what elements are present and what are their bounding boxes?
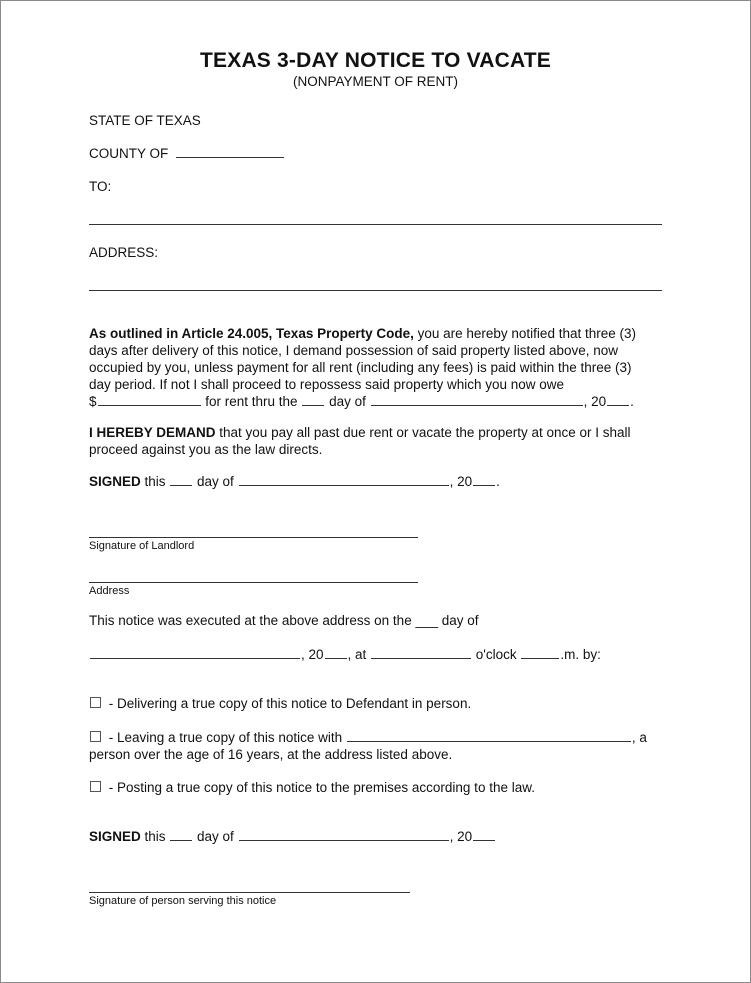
landlord-signature-line[interactable] (89, 537, 418, 538)
period: . (496, 474, 500, 489)
signed2-day-blank[interactable] (170, 828, 192, 841)
execution-month-blank[interactable] (90, 646, 300, 659)
demand-text: that you pay all past due rent or vacate the property at once or I shall (215, 425, 631, 440)
period: . (630, 394, 634, 409)
day-blank[interactable] (302, 393, 324, 406)
execution-time-blank[interactable] (371, 646, 471, 659)
county-blank[interactable] (176, 145, 284, 158)
landlord-signature-label: Signature of Landlord (89, 540, 195, 552)
year-prefix: , 20 (583, 394, 607, 409)
leave-text: - Leaving a true copy of this notice with (105, 730, 346, 745)
state-label: STATE OF TEXAS (89, 113, 201, 128)
year-prefix: , 20 (449, 474, 473, 489)
signed-label: SIGNED (89, 474, 141, 489)
this-text: this (140, 474, 170, 489)
signed-year-blank[interactable] (473, 473, 495, 486)
county-row (89, 145, 285, 162)
address-line[interactable] (89, 290, 662, 291)
day-of-text: day of (193, 474, 238, 489)
notice-text: you are hereby notified that three (3) (413, 326, 636, 341)
signed-row-2 (89, 828, 496, 845)
day-of-text: day of (325, 394, 370, 409)
dollar-sign: $ (89, 394, 97, 409)
signed2-year-blank[interactable] (473, 828, 495, 841)
amount-blank[interactable] (98, 393, 201, 406)
for-rent-text: for rent thru the (201, 394, 302, 409)
year-prefix: , 20 (449, 829, 473, 844)
deliver-text: - Delivering a true copy of this notice to Defendant in person. (105, 696, 472, 711)
demand-bold-lead: I HEREBY DEMAND (89, 425, 216, 440)
execution-line-1: This notice was executed at the above address on the ___ day of (89, 613, 479, 628)
deliver-checkbox[interactable] (90, 697, 101, 708)
execution-year-blank[interactable] (325, 646, 347, 659)
leave-checkbox[interactable] (90, 731, 101, 742)
demand-line-2: proceed against you as the law directs. (89, 442, 323, 457)
execution-ampm-blank[interactable] (521, 646, 559, 659)
server-signature-line[interactable] (89, 892, 410, 893)
option-leave-line-2: person over the age of 16 years, at the address listed above. (89, 747, 453, 762)
notice-line-1 (89, 325, 664, 342)
notice-line-4: day period. If not I shall proceed to repossess said property which you now owe (89, 377, 565, 392)
year-prefix: , 20 (301, 647, 324, 662)
address-label: ADDRESS: (89, 245, 159, 260)
demand-paragraph (89, 424, 664, 458)
landlord-address-label: Address (89, 585, 130, 597)
leave-with-blank[interactable] (347, 729, 631, 742)
notice-line-2: days after delivery of this notice, I demand possession of said property listed above, now (89, 343, 619, 358)
day-of-text: day of (193, 829, 238, 844)
this-text: this (140, 829, 170, 844)
execution-line-2 (89, 646, 601, 663)
leave-text-end: , a (631, 730, 647, 745)
to-line[interactable] (89, 224, 662, 225)
post-checkbox[interactable] (90, 781, 101, 792)
signed-day-blank[interactable] (170, 473, 192, 486)
notice-line-5 (89, 393, 664, 410)
option-deliver (90, 695, 471, 712)
month-blank[interactable] (371, 393, 583, 406)
notice-bold-lead: As outlined in Article 24.005, Texas Property Code, (89, 326, 414, 341)
to-label: TO: (89, 179, 112, 194)
option-leave (90, 729, 647, 746)
county-label: COUNTY OF (89, 146, 169, 161)
post-text: - Posting a true copy of this notice to the premises according to the law. (105, 780, 535, 795)
notice-line-3: occupied by you, unless payment for all rent (including any fees) is paid within the three (3) (89, 360, 632, 375)
signed-row-1 (89, 473, 500, 490)
at-text: , at (347, 647, 371, 662)
m-by-text: .m. by: (560, 647, 601, 662)
demand-line-1 (89, 424, 664, 441)
oclock-text: o'clock (472, 647, 521, 662)
server-signature-label: Signature of person serving this notice (89, 895, 277, 907)
year-blank[interactable] (607, 393, 629, 406)
document-title: TEXAS 3-DAY NOTICE TO VACATE (200, 49, 551, 72)
signed-label: SIGNED (89, 829, 141, 844)
option-post (90, 779, 535, 796)
signed2-month-blank[interactable] (239, 828, 449, 841)
landlord-address-line[interactable] (89, 582, 418, 583)
document-subtitle: (NONPAYMENT OF RENT) (293, 74, 458, 89)
notice-paragraph (89, 325, 664, 410)
signed-month-blank[interactable] (239, 473, 449, 486)
